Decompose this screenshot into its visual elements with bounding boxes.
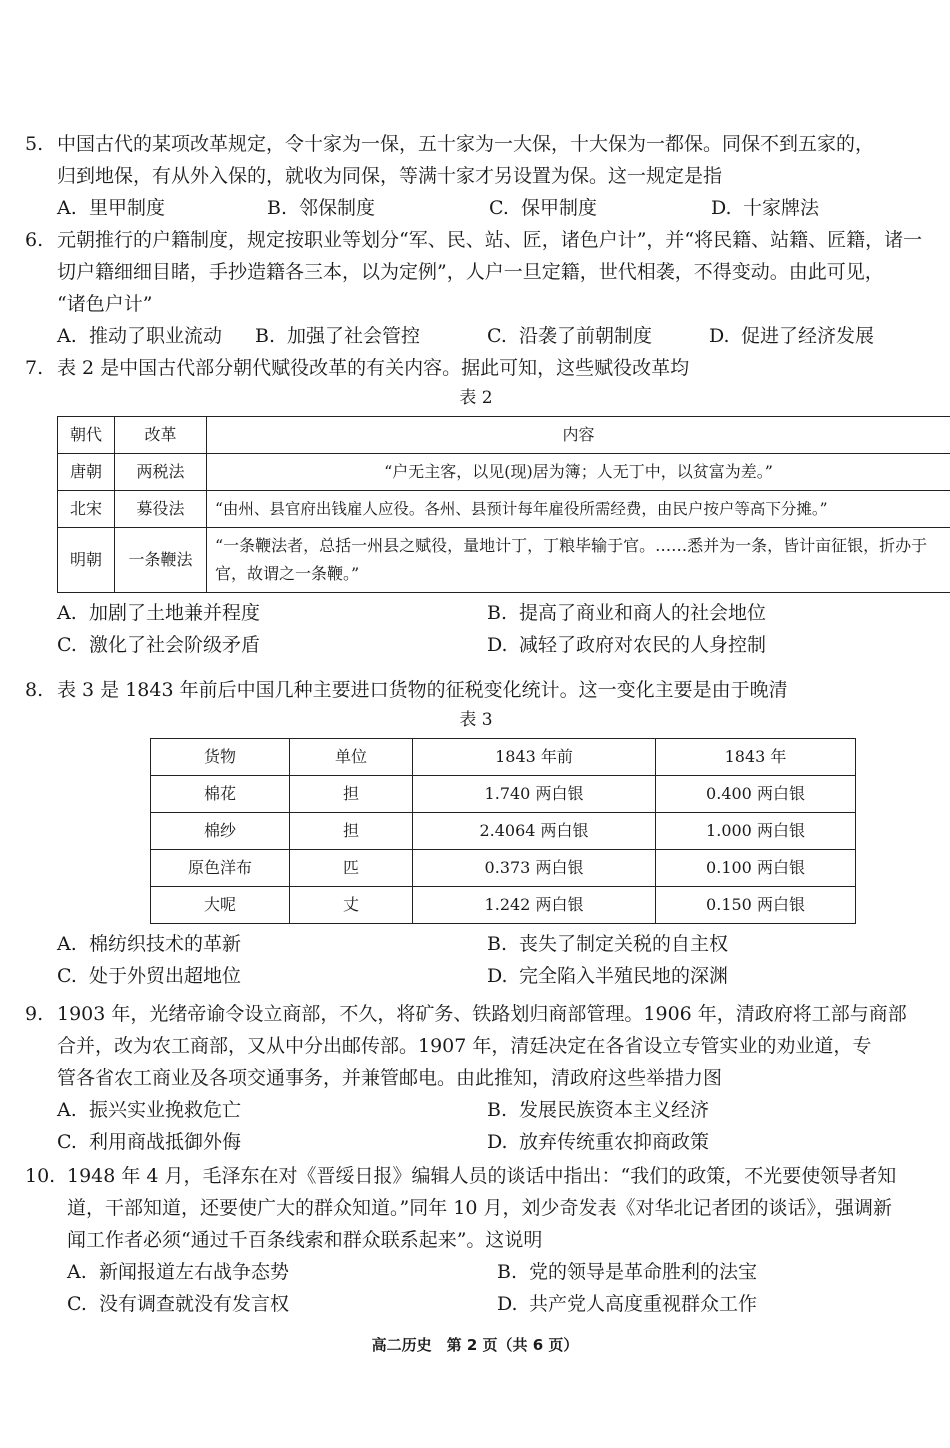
table-cell: 0.150 两白银 <box>656 887 856 924</box>
question-stem: 5. 中国古代的某项改革规定，令十家为一保，五十家为一大保，十大保为一都保。同保不到五家的， <box>25 133 875 155</box>
option-a[interactable]: A. 里甲制度 <box>57 197 166 219</box>
option-d[interactable]: D. 完全陷入半殖民地的深渊 <box>487 965 729 987</box>
question-8 <box>25 674 927 992</box>
table-caption: 表 2 <box>459 388 493 408</box>
option-d[interactable]: D. 共产党人高度重视群众工作 <box>497 1293 758 1315</box>
option-c[interactable]: C. 处于外贸出超地位 <box>57 965 242 987</box>
table-header-cell: 1843 年 <box>656 739 856 776</box>
option-a[interactable]: A. 振兴实业挽救危亡 <box>57 1099 242 1121</box>
option-a[interactable]: A. 新闻报道左右战争态势 <box>67 1261 290 1283</box>
option-c[interactable]: C. 保甲制度 <box>489 197 598 219</box>
question-10 <box>25 1160 927 1320</box>
option-b[interactable]: B. 加强了社会管控 <box>255 325 421 347</box>
question-stem: 10. 1948 年 4 月，毛泽东在对《晋绥日报》编辑人员的谈话中指出：“我们的政策，不光要使领导者知 <box>25 1165 897 1187</box>
table-cell: 1.740 两白银 <box>413 776 656 813</box>
table-row <box>151 850 856 887</box>
table-cell: 1.000 两白银 <box>656 813 856 850</box>
option-d[interactable]: D. 十家牌法 <box>711 197 820 219</box>
table-caption: 表 3 <box>459 710 493 730</box>
table-row <box>151 887 856 924</box>
table-cell: 棉花 <box>151 776 290 813</box>
table-header-cell: 单位 <box>290 739 413 776</box>
option-c[interactable]: C. 利用商战抵御外侮 <box>57 1131 242 1153</box>
option-c[interactable]: C. 激化了社会阶级矛盾 <box>57 634 261 656</box>
table-header-cell: 货物 <box>151 739 290 776</box>
question-stem-line: 归到地保，有从外入保的，就收为同保，等满十家才另设置为保。这一规定是指 <box>57 165 723 187</box>
table-row <box>58 491 950 528</box>
table-cell: 募役法 <box>115 491 207 528</box>
option-c[interactable]: C. 沿袭了前朝制度 <box>487 325 653 347</box>
table-cell: 北宋 <box>58 491 115 528</box>
question-stem-line: 切户籍细细目睹，手抄造籍各三本，以为定例”，人户一旦定籍，世代相袭，不得变动。由此可见， <box>57 261 884 283</box>
table-row <box>58 454 950 491</box>
table-2 <box>57 416 950 593</box>
table-3 <box>150 738 856 924</box>
option-b[interactable]: B. 党的领导是革命胜利的法宝 <box>497 1261 758 1283</box>
table-cell: 0.373 两白银 <box>413 850 656 887</box>
table-cell: 明朝 <box>58 528 115 593</box>
question-stem-line: 闻工作者必须“通过千百条线索和群众联系起来”。这说明 <box>67 1229 543 1251</box>
table-header-cell: 朝代 <box>58 417 115 454</box>
option-a[interactable]: A. 推动了职业流动 <box>57 325 223 347</box>
question-stem-line: 合并，改为农工商部，又从中分出邮传部。1907 年，清廷决定在各省设立专管实业的劝业道，专 <box>57 1035 872 1057</box>
table-header-row <box>151 739 856 776</box>
option-d[interactable]: D. 放弃传统重农抑商政策 <box>487 1131 710 1153</box>
question-stem-line: 管各省农工商业及各项交通事务，并兼管邮电。由此推知，清政府这些举措力图 <box>57 1067 723 1089</box>
table-header-cell: 1843 年前 <box>413 739 656 776</box>
table-cell: 匹 <box>290 850 413 887</box>
question-stem: 7. 表 2 是中国古代部分朝代赋役改革的有关内容。据此可知，这些赋役改革均 <box>25 357 690 379</box>
options <box>25 192 927 224</box>
question-6 <box>25 224 927 352</box>
table-cell: “户无主客，以见(现)居为簿；人无丁中，以贫富为差。” <box>207 454 950 491</box>
question-9 <box>25 998 927 1158</box>
table-cell: 担 <box>290 813 413 850</box>
option-b[interactable]: B. 邻保制度 <box>267 197 376 219</box>
table-row <box>151 813 856 850</box>
question-stem: 9. 1903 年，光绪帝谕令设立商部，不久，将矿务、铁路划归商部管理。1906 年，清政府将工部与商部 <box>25 1003 907 1025</box>
question-stem: 8. 表 3 是 1843 年前后中国几种主要进口货物的征税变化统计。这一变化主要是由于晚清 <box>25 679 788 701</box>
table-cell: 两税法 <box>115 454 207 491</box>
table-cell: 一条鞭法 <box>115 528 207 593</box>
table-cell: 大呢 <box>151 887 290 924</box>
table-cell: “一条鞭法者，总括一州县之赋役，量地计丁，丁粮毕输于官。……悉并为一条，皆计亩征银，折办于官，故谓之一条鞭。” <box>207 528 950 593</box>
table-cell: “由州、县官府出钱雇人应役。各州、县预计每年雇役所需经费，由民户按户等高下分摊。” <box>207 491 950 528</box>
table-cell: 0.100 两白银 <box>656 850 856 887</box>
option-d[interactable]: D. 减轻了政府对农民的人身控制 <box>487 634 767 656</box>
table-cell: 丈 <box>290 887 413 924</box>
question-stem: 6. 元朝推行的户籍制度，规定按职业等划分“军、民、站、匠，诸色户计”，并“将民籍、站籍、匠籍，诸一 <box>25 229 923 251</box>
table-row <box>58 528 950 593</box>
question-5 <box>25 128 927 224</box>
option-d[interactable]: D. 促进了经济发展 <box>709 325 875 347</box>
question-7 <box>25 352 927 661</box>
option-a[interactable]: A. 加剧了土地兼并程度 <box>57 602 261 624</box>
options <box>25 1094 927 1158</box>
table-header-cell: 改革 <box>115 417 207 454</box>
table-cell: 棉纱 <box>151 813 290 850</box>
options <box>25 928 927 992</box>
table-cell: 1.242 两白银 <box>413 887 656 924</box>
table-cell: 0.400 两白银 <box>656 776 856 813</box>
option-b[interactable]: B. 发展民族资本主义经济 <box>487 1099 710 1121</box>
question-stem-line: “诸色户计” <box>57 293 153 315</box>
table-header-row <box>58 417 950 454</box>
option-a[interactable]: A. 棉纺织技术的革新 <box>57 933 242 955</box>
table-cell: 唐朝 <box>58 454 115 491</box>
table-header-cell: 内容 <box>207 417 950 454</box>
table-cell: 原色洋布 <box>151 850 290 887</box>
page-footer: 高二历史 第 2 页（共 6 页） <box>371 1336 579 1354</box>
options <box>25 320 927 352</box>
table-cell: 担 <box>290 776 413 813</box>
table-cell: 2.4064 两白银 <box>413 813 656 850</box>
option-b[interactable]: B. 丧失了制定关税的自主权 <box>487 933 729 955</box>
question-stem-line: 道，干部知道，还要使广大的群众知道。”同年 10 月，刘少奇发表《对华北记者团的谈话》，强调新 <box>67 1197 892 1219</box>
option-b[interactable]: B. 提高了商业和商人的社会地位 <box>487 602 767 624</box>
option-c[interactable]: C. 没有调查就没有发言权 <box>67 1293 290 1315</box>
table-row <box>151 776 856 813</box>
options <box>25 1256 927 1320</box>
options <box>25 597 927 661</box>
